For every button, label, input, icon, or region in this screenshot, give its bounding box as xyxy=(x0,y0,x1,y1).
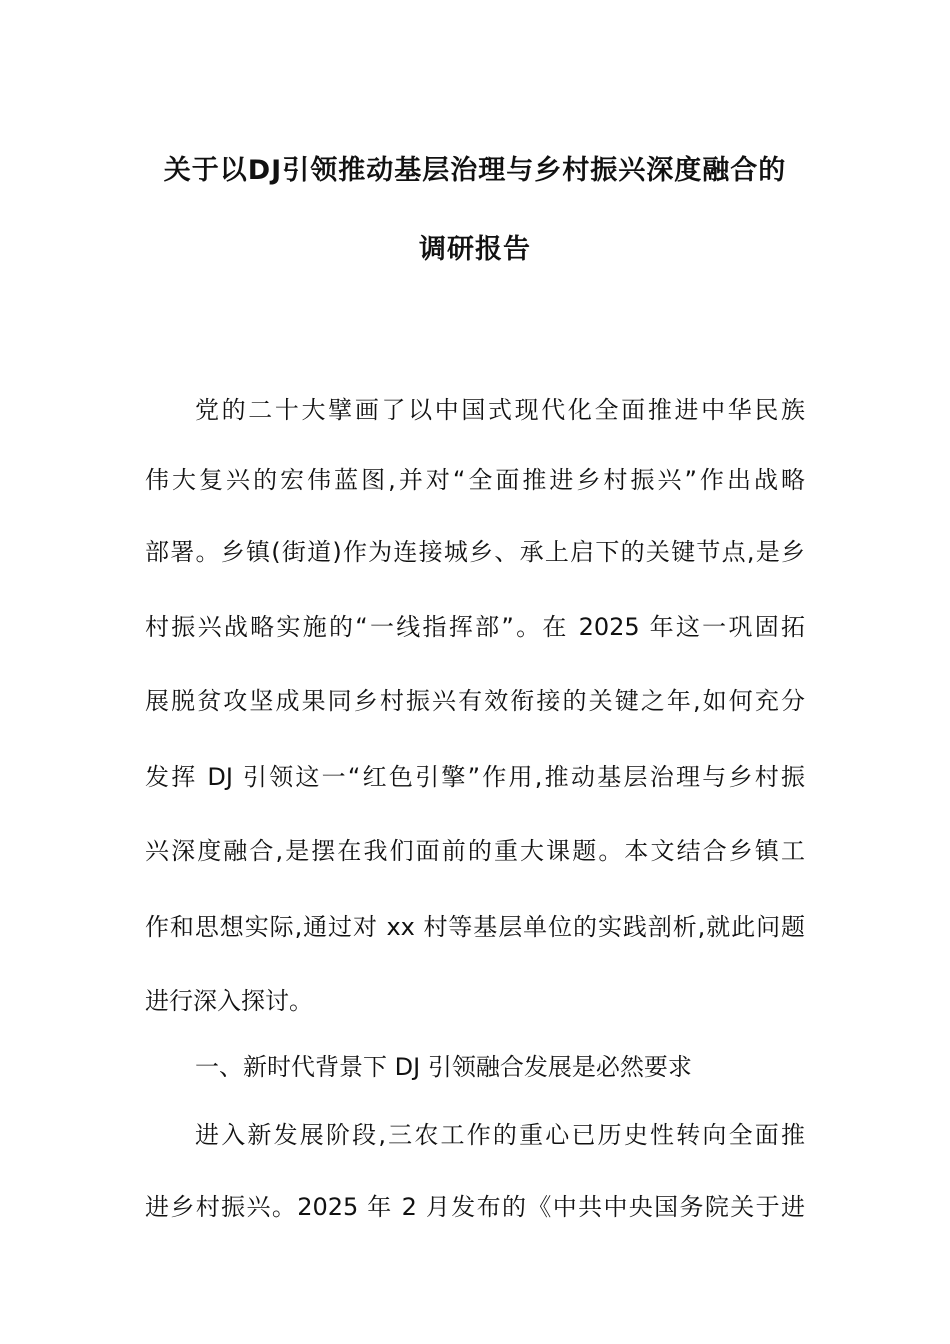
paragraph-line: 进乡村振兴。2025 年 2 月发布的《中共中央国务院关于进 xyxy=(145,1193,805,1221)
paragraph-line: 党的二十大擘画了以中国式现代化全面推进中华民族 xyxy=(195,396,805,424)
paragraph-line: 进入新发展阶段,三农工作的重心已历史性转向全面推 xyxy=(195,1121,805,1149)
paragraph-line: 村振兴战略实施的“一线指挥部”。在 2025 年这一巩固拓 xyxy=(145,613,805,641)
paragraph-line: 作和思想实际,通过对 xx 村等基层单位的实践剖析,就此问题 xyxy=(145,913,805,941)
paragraph-line: 展脱贫攻坚成果同乡村振兴有效衔接的关键之年,如何充分 xyxy=(145,687,805,715)
paragraph-line: 伟大复兴的宏伟蓝图,并对“全面推进乡村振兴”作出战略 xyxy=(145,466,805,494)
paragraph-line: 发挥 DJ 引领这一“红色引擎”作用,推动基层治理与乡村振 xyxy=(145,763,805,791)
document-title-line-1: 关于以DJ引领推动基层治理与乡村振兴深度融合的 xyxy=(163,155,787,186)
document-title-line-2: 调研报告 xyxy=(419,234,531,265)
paragraph-line: 部署。乡镇(街道)作为连接城乡、承上启下的关键节点,是乡 xyxy=(145,538,805,566)
section-heading: 一、新时代背景下 DJ 引领融合发展是必然要求 xyxy=(195,1053,692,1081)
paragraph-line: 进行深入探讨。 xyxy=(145,987,313,1015)
paragraph-line: 兴深度融合,是摆在我们面前的重大课题。本文结合乡镇工 xyxy=(145,837,805,865)
